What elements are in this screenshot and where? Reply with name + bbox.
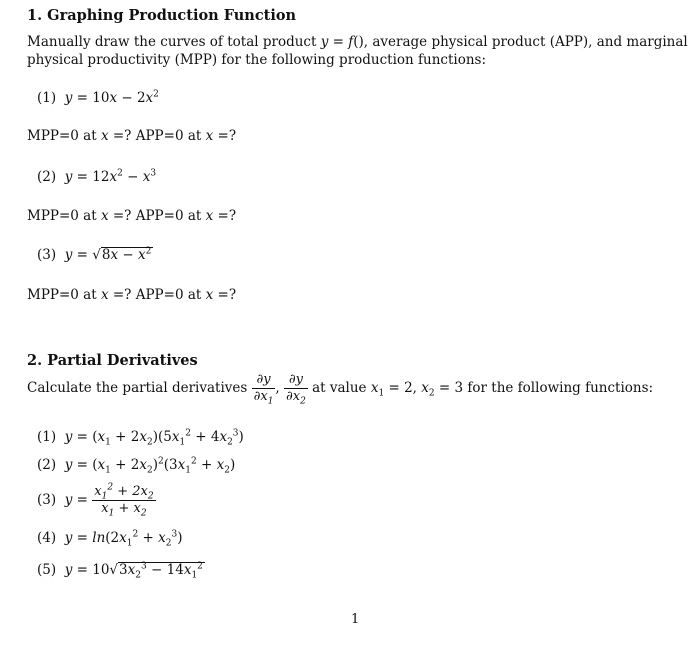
section-1-item-1: (1) $y = 10x - 2x^2$ [37, 89, 159, 106]
partial-derivative-x1: $\frac{\partial y}{\partial x_1}$ [253, 372, 274, 407]
section-1-intro: Manually draw the curves of total product y = f(), average physical product (APP), and marginal physical productivity (MPP) for the following production functions: [27, 34, 688, 68]
section-2-item-3: (3) y = $\frac{x_1^2 + 2x_2}{x_1 + x_2}$ [37, 482, 154, 519]
partial-derivative-x2: $\frac{\partial y}{\partial x_2}$ [286, 372, 306, 407]
section-1-question-3: MPP=0 at x =? APP=0 at x =? [27, 287, 237, 303]
section-2-intro: Calculate the partial derivatives $\frac{\partial y}{\partial x_1}$ , $\frac{\partial y}{\partial x_2}$ at value $x_1 = 2$, $x_2 = 3$ for the following functions: [27, 372, 654, 407]
section-2-item-2: (2) $y = (x_1 + 2x_2)^2(3x_1^2 + x_2)$ [37, 456, 236, 476]
section-1-item-2: (2) $y = 12x^2 - x^3$ [37, 168, 157, 185]
section-2-item-4: (4) $y = \ln(2x_1^2 + x_2^3)$ [37, 529, 183, 549]
fraction: $\frac{x_1^2 + 2x_2}{x_1 + x_2}$ [94, 482, 154, 519]
section-1-title: 1. Graphing Production Function [27, 7, 297, 24]
page-number: 1 [351, 612, 360, 627]
section-2-item-1: (1) $y = (x_1 + 2x_2)(5x_1^2 + 4x_2^3)$ [37, 428, 244, 448]
section-1-question-1: MPP=0 at x =? APP=0 at x =? [27, 128, 237, 144]
section-2-title: 2. Partial Derivatives [27, 352, 198, 369]
section-1-item-3: (3) $y = √8x - x^2$ [37, 246, 152, 263]
section-2-item-5: (5) $y = 10√3x_2^3 - 14x_1^2$ [37, 561, 203, 581]
section-1-question-2: MPP=0 at x =? APP=0 at x =? [27, 208, 237, 224]
